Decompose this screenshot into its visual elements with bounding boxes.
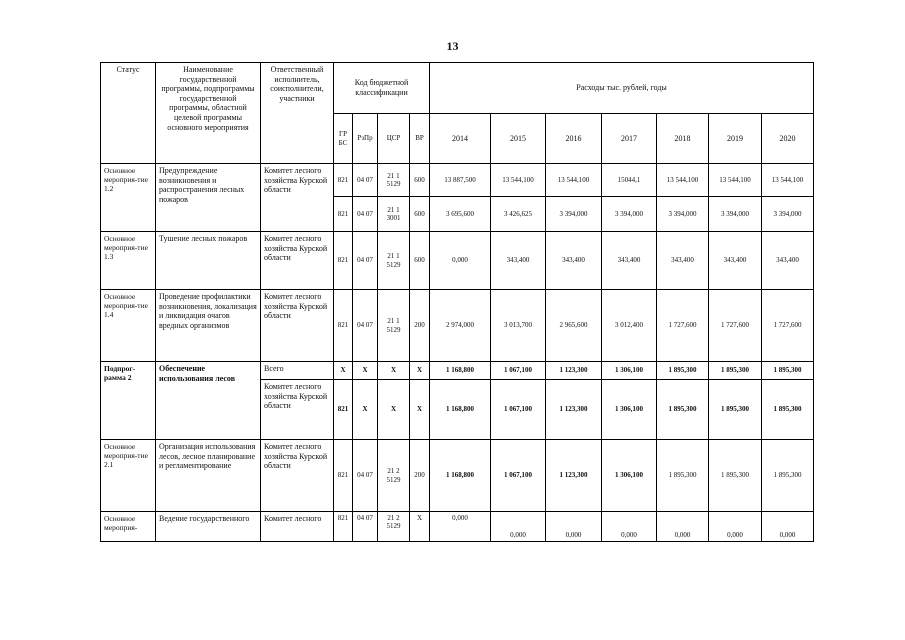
grbs-cell: 821 bbox=[334, 440, 353, 512]
value-cell: 13 887,500 bbox=[430, 164, 491, 197]
value-cell: 13 544,100 bbox=[491, 164, 546, 197]
value-cell: 1 306,100 bbox=[602, 380, 657, 440]
responsible-cell: Комитет лесного хозяйства Курской области bbox=[261, 440, 334, 512]
name-cell: Обеспечение использования лесов bbox=[156, 362, 261, 440]
value-cell: 3 394,000 bbox=[602, 197, 657, 232]
expenses-table bbox=[100, 62, 814, 542]
table-row bbox=[101, 440, 814, 512]
grbs-cell: 821 bbox=[334, 164, 353, 197]
value-cell: 1 168,800 bbox=[430, 440, 491, 512]
value-cell: 0,000 bbox=[546, 512, 602, 542]
name-cell: Тушение лесных пожаров bbox=[156, 232, 261, 290]
header-name: Наименование государственной программы, подпрограммы государственной программы, областной целевой программы основного мероприятия bbox=[156, 63, 261, 164]
csr-cell: Х bbox=[378, 362, 410, 380]
table-row bbox=[101, 362, 814, 380]
grbs-cell: 821 bbox=[334, 512, 353, 542]
value-cell: 1 895,300 bbox=[709, 380, 762, 440]
vr-cell: Х bbox=[410, 362, 430, 380]
value-cell: 1 895,300 bbox=[762, 440, 814, 512]
header-year: 2019 bbox=[709, 114, 762, 164]
rzpr-cell: 04 07 bbox=[353, 197, 378, 232]
value-cell: 1 895,300 bbox=[657, 440, 709, 512]
vr-cell: 200 bbox=[410, 440, 430, 512]
value-cell: 343,400 bbox=[762, 232, 814, 290]
rzpr-cell: Х bbox=[353, 380, 378, 440]
value-cell: 13 544,100 bbox=[546, 164, 602, 197]
status-cell: Основное мероприя-тие 1.3 bbox=[101, 232, 156, 290]
status-cell: Основное мероприя-тие 1.2 bbox=[101, 164, 156, 232]
header-year: 2017 bbox=[602, 114, 657, 164]
value-cell: 3 012,400 bbox=[602, 290, 657, 362]
value-cell: 0,000 bbox=[430, 232, 491, 290]
value-cell: 1 306,100 bbox=[602, 362, 657, 380]
value-cell: 1 895,300 bbox=[709, 362, 762, 380]
grbs-cell: Х bbox=[334, 362, 353, 380]
value-cell: 1 727,600 bbox=[657, 290, 709, 362]
status-cell: Подпрог-рамма 2 bbox=[101, 362, 156, 440]
csr-cell: 21 1 5129 bbox=[378, 232, 410, 290]
header-status: Статус bbox=[101, 63, 156, 164]
header-csr: ЦСР bbox=[378, 114, 410, 164]
value-cell: 3 695,600 bbox=[430, 197, 491, 232]
value-cell: 1 306,100 bbox=[602, 440, 657, 512]
csr-cell: 21 2 5129 bbox=[378, 512, 410, 542]
vr-cell: 600 bbox=[410, 232, 430, 290]
table-row bbox=[101, 290, 814, 362]
grbs-cell: 821 bbox=[334, 290, 353, 362]
grbs-cell: 821 bbox=[334, 380, 353, 440]
value-cell: 15044,1 bbox=[602, 164, 657, 197]
value-cell: 343,400 bbox=[491, 232, 546, 290]
name-cell: Ведение государственного bbox=[156, 512, 261, 542]
header-year: 2015 bbox=[491, 114, 546, 164]
value-cell: 2 965,600 bbox=[546, 290, 602, 362]
header-year: 2020 bbox=[762, 114, 814, 164]
grbs-cell: 821 bbox=[334, 197, 353, 232]
status-cell: Основное мероприя-тие 2.1 bbox=[101, 440, 156, 512]
value-cell: 1 168,800 bbox=[430, 362, 491, 380]
vr-cell: 600 bbox=[410, 164, 430, 197]
value-cell: 3 394,000 bbox=[709, 197, 762, 232]
value-cell: 13 544,100 bbox=[762, 164, 814, 197]
header-year: 2016 bbox=[546, 114, 602, 164]
value-cell: 3 394,000 bbox=[762, 197, 814, 232]
responsible-cell: Всего bbox=[261, 362, 334, 380]
value-cell: 1 123,300 bbox=[546, 380, 602, 440]
value-cell: 0,000 bbox=[709, 512, 762, 542]
header-vr: ВР bbox=[410, 114, 430, 164]
name-cell: Проведение профилактики возникновения, локализация и ликвидация очагов вредных организмов bbox=[156, 290, 261, 362]
csr-cell: 21 1 5129 bbox=[378, 290, 410, 362]
table-row bbox=[101, 164, 814, 197]
header-responsible: Ответственный исполнитель, соисполнители, участники bbox=[261, 63, 334, 164]
header-grbs: ГР БС bbox=[334, 114, 353, 164]
header-budget-code: Код бюджетной классификации bbox=[334, 63, 430, 114]
rzpr-cell: 04 07 bbox=[353, 512, 378, 542]
value-cell: 1 067,100 bbox=[491, 362, 546, 380]
status-cell: Основное мероприя- bbox=[101, 512, 156, 542]
csr-cell: 21 1 5129 bbox=[378, 164, 410, 197]
value-cell: 343,400 bbox=[602, 232, 657, 290]
rzpr-cell: 04 07 bbox=[353, 290, 378, 362]
csr-cell: 21 2 5129 bbox=[378, 440, 410, 512]
value-cell: 1 123,300 bbox=[546, 362, 602, 380]
value-cell: 1 895,300 bbox=[762, 362, 814, 380]
header-expenses: Расходы тыс. рублей, годы bbox=[430, 63, 814, 114]
header-year: 2018 bbox=[657, 114, 709, 164]
value-cell: 0,000 bbox=[657, 512, 709, 542]
name-cell: Организация использования лесов, лесное планирование и регламентирование bbox=[156, 440, 261, 512]
value-cell: 1 067,100 bbox=[491, 440, 546, 512]
value-cell: 0,000 bbox=[762, 512, 814, 542]
header-rzpr: РзПр bbox=[353, 114, 378, 164]
value-cell: 1 895,300 bbox=[657, 380, 709, 440]
value-cell: 1 895,300 bbox=[657, 362, 709, 380]
value-cell: 2 974,000 bbox=[430, 290, 491, 362]
responsible-cell: Комитет лесного хозяйства Курской области bbox=[261, 232, 334, 290]
value-cell: 1 727,600 bbox=[762, 290, 814, 362]
vr-cell: Х bbox=[410, 380, 430, 440]
vr-cell: 200 bbox=[410, 290, 430, 362]
value-cell: 1 895,300 bbox=[762, 380, 814, 440]
value-cell: 343,400 bbox=[546, 232, 602, 290]
value-cell: 3 394,000 bbox=[657, 197, 709, 232]
value-cell: 343,400 bbox=[709, 232, 762, 290]
value-cell: 3 426,625 bbox=[491, 197, 546, 232]
rzpr-cell: 04 07 bbox=[353, 440, 378, 512]
vr-cell: 600 bbox=[410, 197, 430, 232]
value-cell: 3 013,700 bbox=[491, 290, 546, 362]
responsible-cell: Комитет лесного хозяйства Курской области bbox=[261, 290, 334, 362]
value-cell: 13 544,100 bbox=[657, 164, 709, 197]
rzpr-cell: Х bbox=[353, 362, 378, 380]
table-row bbox=[101, 232, 814, 290]
status-cell: Основное мероприя-тие 1.4 bbox=[101, 290, 156, 362]
header-year: 2014 bbox=[430, 114, 491, 164]
value-cell: 343,400 bbox=[657, 232, 709, 290]
value-cell: 1 727,600 bbox=[709, 290, 762, 362]
value-cell: 0,000 bbox=[602, 512, 657, 542]
value-cell: 0,000 bbox=[491, 512, 546, 542]
name-cell: Предупреждение возникновения и распространения лесных пожаров bbox=[156, 164, 261, 232]
value-cell: 1 067,100 bbox=[491, 380, 546, 440]
value-cell: 1 168,800 bbox=[430, 380, 491, 440]
value-cell: 1 895,300 bbox=[709, 440, 762, 512]
grbs-cell: 821 bbox=[334, 232, 353, 290]
value-cell: 1 123,300 bbox=[546, 440, 602, 512]
responsible-cell: Комитет лесного хозяйства Курской области bbox=[261, 380, 334, 440]
responsible-cell: Комитет лесного bbox=[261, 512, 334, 542]
responsible-cell: Комитет лесного хозяйства Курской области bbox=[261, 164, 334, 232]
csr-cell: Х bbox=[378, 380, 410, 440]
rzpr-cell: 04 07 bbox=[353, 164, 378, 197]
table-row bbox=[101, 512, 814, 542]
vr-cell: Х bbox=[410, 512, 430, 542]
value-cell: 3 394,000 bbox=[546, 197, 602, 232]
page-number: 13 bbox=[446, 39, 459, 53]
rzpr-cell: 04 07 bbox=[353, 232, 378, 290]
value-cell: 13 544,100 bbox=[709, 164, 762, 197]
value-cell: 0,000 bbox=[430, 512, 491, 542]
csr-cell: 21 1 3001 bbox=[378, 197, 410, 232]
